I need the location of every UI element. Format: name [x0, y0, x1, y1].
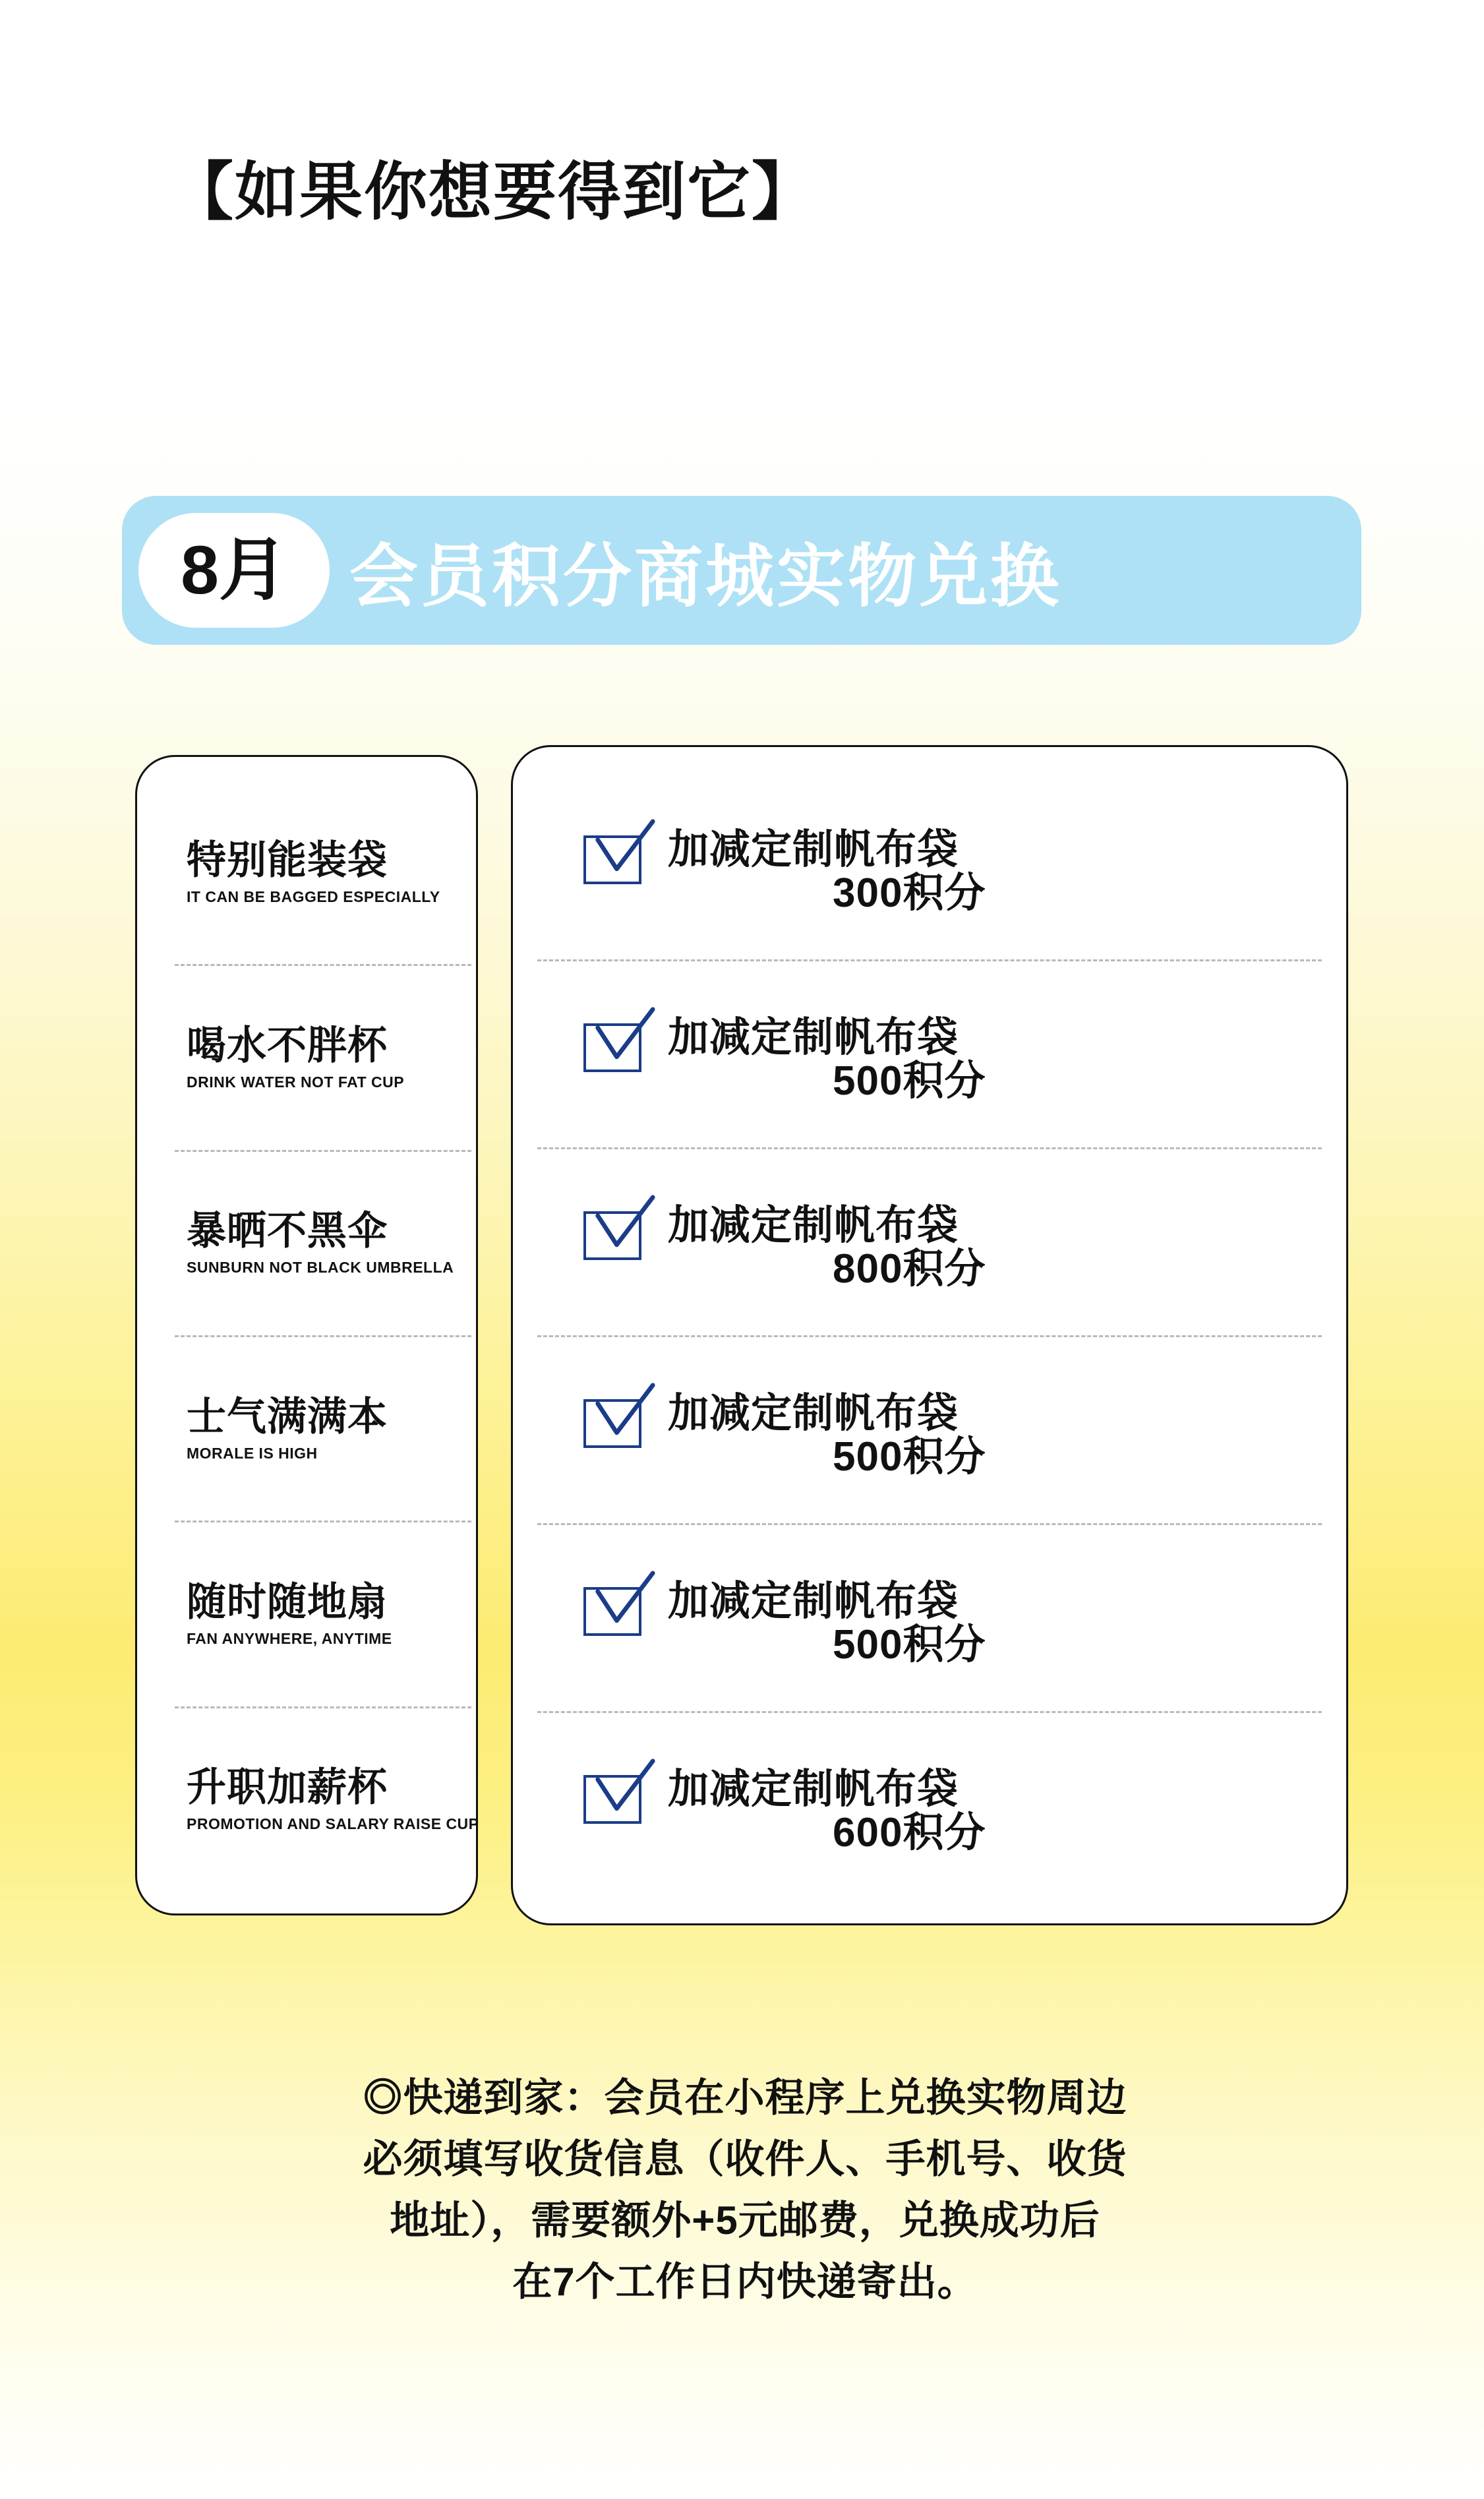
product-name-list — [135, 755, 478, 1915]
product-name-cn: 暴晒不黑伞 — [187, 1209, 388, 1253]
product-name-cn: 随时随地扇 — [187, 1579, 388, 1624]
reward-points: 800积分 — [833, 1246, 986, 1292]
reward-name: 加减定制帆布袋 — [668, 826, 959, 872]
checkbox-checked-icon[interactable] — [583, 1399, 641, 1448]
reward-points: 500积分 — [833, 1058, 986, 1104]
reward-name: 加减定制帆布袋 — [668, 1578, 959, 1624]
banner-title: 会员积分商城实物兑换 — [349, 539, 1062, 615]
table-row — [511, 771, 1348, 959]
product-name-en: FAN ANYWHERE, ANYTIME — [187, 1629, 392, 1647]
reward-list — [511, 745, 1348, 1925]
checkbox-checked-icon[interactable] — [583, 1023, 641, 1072]
reward-points: 500积分 — [833, 1433, 986, 1480]
list-item — [135, 1335, 478, 1520]
checkbox-checked-icon[interactable] — [583, 1211, 641, 1260]
banner-month-badge — [138, 513, 330, 628]
banner-month-label: 8月 — [181, 532, 287, 609]
checkbox-checked-icon[interactable] — [583, 835, 641, 884]
footer-line-1: ◎快递到家：会员在小程序上兑换实物周边 — [363, 2076, 1127, 2120]
check-mark-icon — [593, 1194, 656, 1257]
product-name-en: MORALE IS HIGH — [187, 1444, 318, 1462]
banner — [122, 496, 1361, 645]
product-name-cn: 士气满满本 — [187, 1394, 388, 1439]
reward-name: 加减定制帆布袋 — [668, 1390, 959, 1436]
product-name-en: PROMOTION AND SALARY RAISE CUP — [187, 1815, 479, 1833]
list-item — [135, 1150, 478, 1335]
list-item — [135, 1520, 478, 1706]
list-item — [135, 779, 478, 964]
table-row — [511, 1147, 1348, 1335]
product-name-en: DRINK WATER NOT FAT CUP — [187, 1073, 405, 1091]
reward-name: 加减定制帆布袋 — [668, 1014, 959, 1060]
product-name-en: SUNBURN NOT BLACK UMBRELLA — [187, 1259, 454, 1277]
check-mark-icon — [593, 1570, 656, 1633]
product-name-cn: 升职加薪杯 — [187, 1765, 388, 1810]
reward-points: 500积分 — [833, 1621, 986, 1668]
checkbox-checked-icon[interactable] — [583, 1587, 641, 1636]
reward-points: 300积分 — [833, 870, 986, 916]
page-title: 【如果你想要得到它】 — [170, 157, 816, 227]
reward-name: 加减定制帆布袋 — [668, 1766, 959, 1812]
check-mark-icon — [593, 1382, 656, 1445]
checkbox-checked-icon[interactable] — [583, 1775, 641, 1824]
product-name-en: IT CAN BE BAGGED ESPECIALLY — [187, 888, 440, 905]
footer-line-3: 地址），需要额外+5元邮费，兑换成功后 — [390, 2198, 1100, 2243]
product-name-cn: 特别能装袋 — [187, 837, 388, 882]
footer-line-2: 必须填写收货信息（收件人、手机号、收货 — [363, 2137, 1127, 2181]
check-mark-icon — [593, 1006, 656, 1069]
list-item — [135, 1706, 478, 1892]
list-item — [135, 964, 478, 1149]
table-row — [511, 959, 1348, 1147]
footer-note — [185, 2067, 1305, 2312]
product-name-cn: 喝水不胖杯 — [187, 1023, 388, 1068]
table-row — [511, 1523, 1348, 1711]
check-mark-icon — [593, 818, 656, 882]
table-row — [511, 1711, 1348, 1899]
footer-line-4: 在7个工作日内快递寄出。 — [512, 2260, 978, 2304]
check-mark-icon — [593, 1758, 656, 1821]
reward-name: 加减定制帆布袋 — [668, 1202, 959, 1248]
table-row — [511, 1335, 1348, 1523]
reward-points: 600积分 — [833, 1809, 986, 1855]
